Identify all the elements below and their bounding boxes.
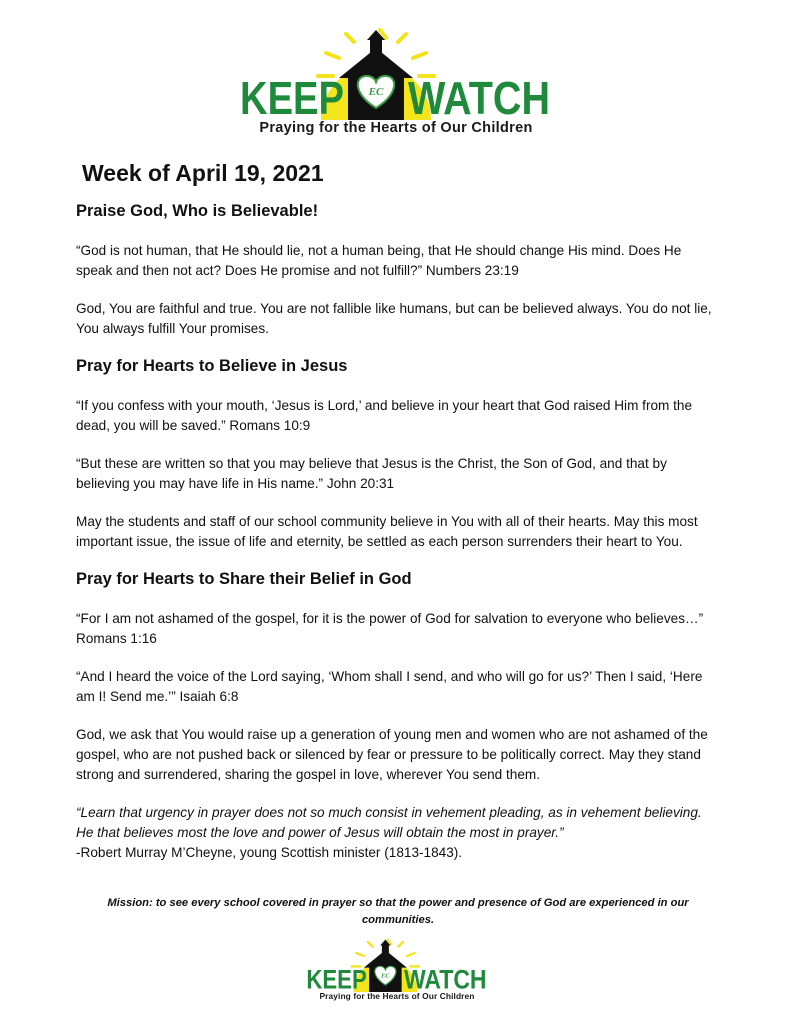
logo-watch-text: WATCH: [408, 72, 550, 124]
prayer-paragraph: God, we ask that You would raise up a generation of young men and women who are not ashamed of the gospel, who are not pushed back or silenced by fear or pressure to be politically correct. May they stand strong and surrendered, sharing the gospel in love, wherever You send them.: [76, 727, 708, 782]
logo-keep-text: KEEP: [240, 72, 344, 124]
section-believe: [76, 357, 720, 552]
section-share: [76, 570, 720, 785]
section-praise: [76, 202, 720, 339]
svg-text:EC: EC: [368, 86, 384, 98]
svg-text:EC: EC: [381, 972, 390, 980]
page-title: Week of April 19, 2021: [82, 160, 324, 186]
keep-watch-logo-footer-graphic: [304, 942, 490, 995]
keep-watch-logo: [236, 34, 556, 144]
logo-watch-text: WATCH: [403, 964, 487, 995]
keep-watch-logo-footer: [304, 942, 490, 1006]
prayer-paragraph: May the students and staff of our school community believe in You with all of their hearts. May this most important issue, the issue of life and eternity, be settled as each person surrenders their heart to You.: [76, 514, 698, 549]
mission-statement: Mission: to see every school covered in prayer so that the power and presence of God are experienced in our communities.: [107, 897, 689, 926]
section-heading: Praise God, Who is Believable!: [76, 202, 319, 220]
scripture-quote: “For I am not ashamed of the gospel, for it is the power of God for salvation to everyone who believes…” Romans 1:16: [76, 611, 704, 646]
scripture-quote: “If you confess with your mouth, ‘Jesus is Lord,’ and believe in your heart that God raised Him from the dead, you will be saved.” Romans 10:9: [76, 398, 693, 433]
logo-tagline: Praying for the Hearts of Our Children: [259, 120, 533, 136]
prayer-paragraph: God, You are faithful and true. You are not fallible like humans, but can be believed always. You do not lie, You always fulfill Your promises.: [76, 301, 712, 336]
logo-keep-text: KEEP: [306, 964, 367, 995]
keep-watch-logo-graphic: [236, 34, 556, 124]
section-heading: Pray for Hearts to Believe in Jesus: [76, 357, 348, 375]
scripture-quote: “And I heard the voice of the Lord saying, ‘Whom shall I send, and who will go for us?’ Then I said, ‘Here am I! Send me.’” Isaiah 6:8: [76, 669, 703, 704]
closing-quote: “Learn that urgency in prayer does not so much consist in vehement pleading, as in vehement believing. He that believes most the love and power of Jesus will obtain the most in prayer.”: [76, 805, 702, 840]
section-heading: Pray for Hearts to Share their Belief in God: [76, 570, 412, 588]
scripture-quote: “God is not human, that He should lie, not a human being, that He should change His mind. Does He speak and then not act? Does He promise and not fulfill?” Numbers 23:19: [76, 243, 682, 278]
logo-tagline: Praying for the Hearts of Our Children: [319, 991, 475, 1001]
closing-attribution: -Robert Murray M’Cheyne, young Scottish minister (1813-1843).: [76, 845, 463, 860]
document-body: [76, 202, 720, 929]
scripture-quote: “But these are written so that you may believe that Jesus is the Christ, the Son of God, and that by believing you may have life in His name.” John 20:31: [76, 456, 667, 491]
